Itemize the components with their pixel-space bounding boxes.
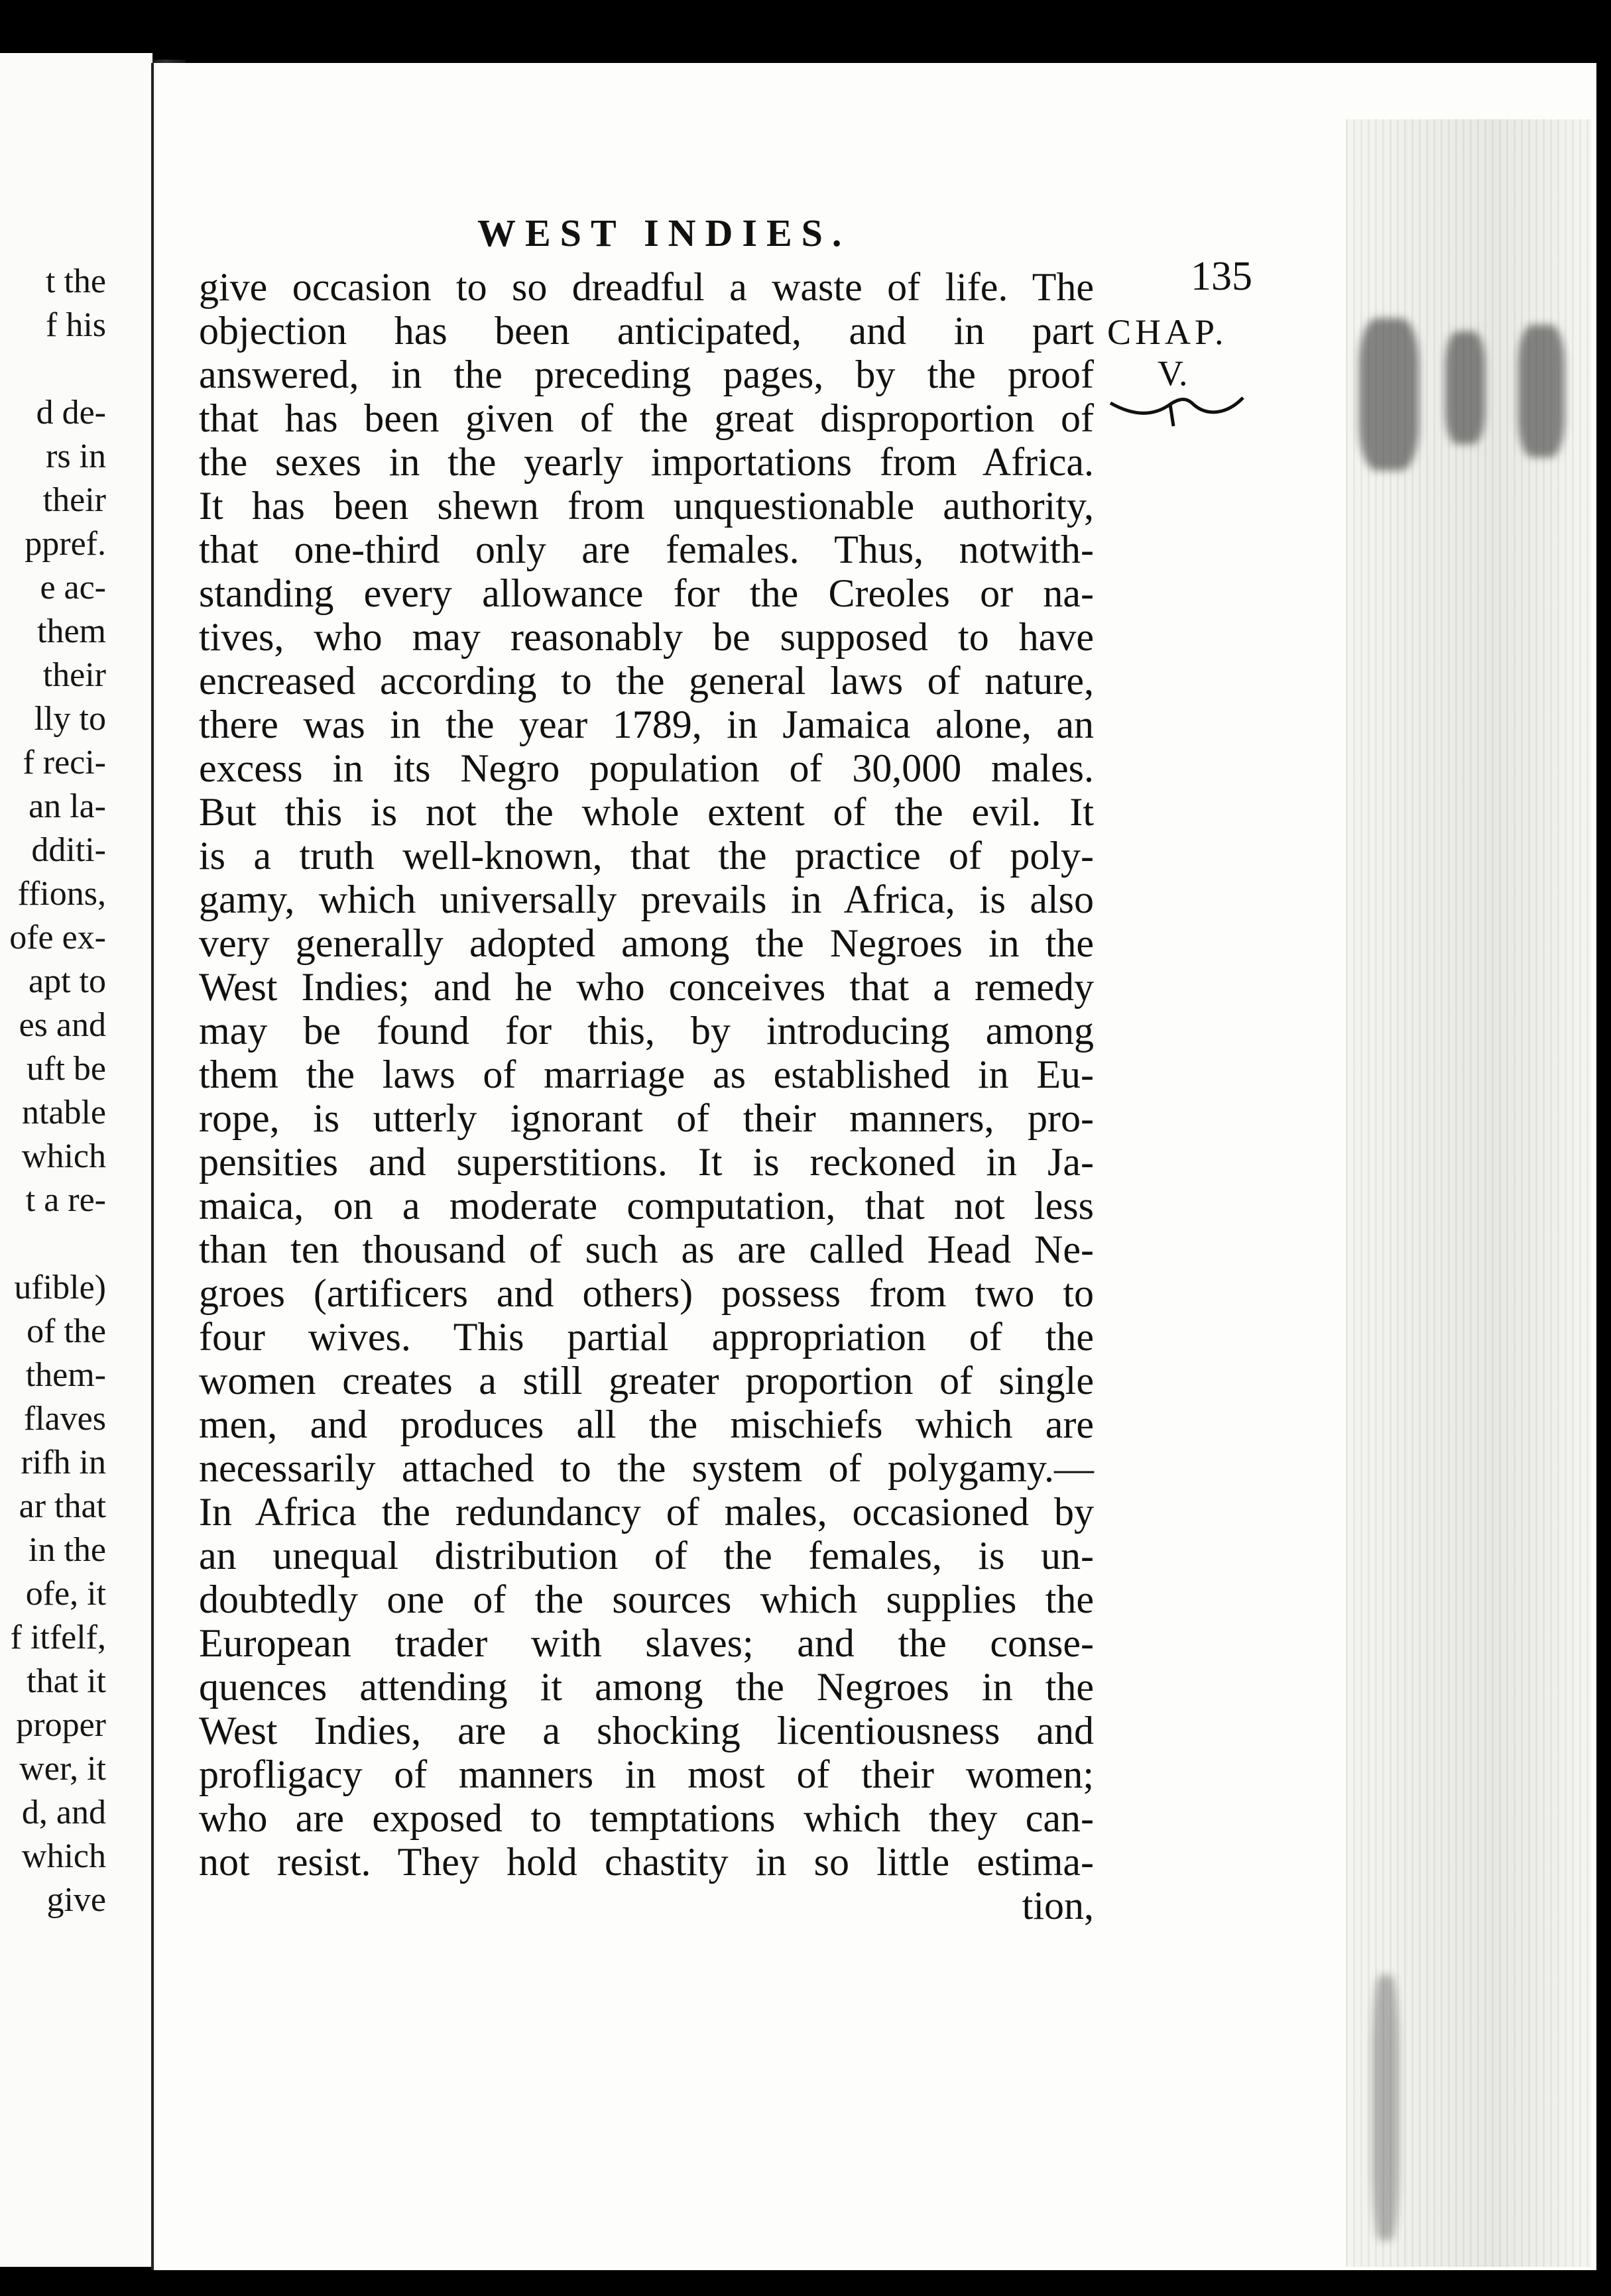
left-page-line: which [21, 1137, 106, 1175]
left-page-line: ar that [19, 1487, 106, 1525]
left-page-line: which [21, 1837, 106, 1875]
text-line: is a truth well-known, that the practice of poly- [199, 834, 1094, 878]
left-page-line: t a re- [25, 1181, 106, 1219]
text-line: answered, in the preceding pages, by the proof [199, 353, 1094, 396]
left-page-line: them [37, 612, 106, 650]
left-page-line: t the [46, 262, 106, 300]
left-page-line: wer, it [19, 1750, 106, 1788]
left-page-line: lly to [34, 700, 106, 738]
text-line: tion, [1022, 1884, 1094, 1927]
left-page-line: in the [29, 1531, 106, 1569]
text-line: four wives. This partial appropriation of the [199, 1315, 1094, 1359]
left-page-line: d, and [21, 1794, 106, 1831]
text-line: standing every allowance for the Creoles or na- [199, 571, 1094, 615]
left-page-line: them- [25, 1356, 106, 1394]
left-page-line: f his [46, 306, 106, 344]
text-line: necessarily attached to the system of polygamy.— [199, 1446, 1094, 1490]
text-line: West Indies, are a shocking licentiousness and [199, 1709, 1094, 1752]
text-line: them the laws of marriage as established in Eu- [199, 1053, 1094, 1096]
text-line: objection has been anticipated, and in part [199, 309, 1094, 353]
text-line: may be found for this, by introducing among [199, 1009, 1094, 1053]
text-line: than ten thousand of such as are called Head Ne- [199, 1228, 1094, 1271]
chapter-number: V. [1158, 353, 1188, 393]
text-line: European trader with slaves; and the conse- [199, 1621, 1094, 1665]
text-line: excess in its Negro population of 30,000 males. [199, 746, 1094, 790]
left-page-line: ofe, it [25, 1575, 106, 1613]
left-page-line: rifh in [21, 1444, 106, 1481]
text-line: that one-third only are females. Thus, notwith- [199, 528, 1094, 571]
page-edge-stack [1346, 119, 1591, 2267]
text-line: very generally adopted among the Negroes in the [199, 921, 1094, 965]
left-page-line: ffions, [17, 875, 106, 913]
left-page-line: that it [27, 1662, 106, 1700]
text-line: groes (artificers and others) possess from two to [199, 1271, 1094, 1315]
chapter-flourish-icon [1107, 390, 1246, 430]
text-line: West Indies; and he who conceives that a remedy [199, 965, 1094, 1009]
text-line: doubtedly one of the sources which supplies the [199, 1578, 1094, 1621]
page-number: 135 [1191, 254, 1252, 299]
left-page-line: e ac- [40, 569, 106, 606]
text-line: an unequal distribution of the females, is un- [199, 1534, 1094, 1578]
text-line: there was in the year 1789, in Jamaica alone, an [199, 703, 1094, 746]
left-page-line: d de- [36, 394, 106, 431]
left-page-line: rs in [46, 437, 106, 475]
text-line: pensities and superstitions. It is reckoned in Ja- [199, 1140, 1094, 1184]
running-header: WEST INDIES. [477, 211, 851, 255]
text-line: give occasion to so dreadful a waste of life. The [199, 265, 1094, 309]
left-page-line: give [46, 1881, 106, 1919]
left-page-line: their [42, 656, 106, 694]
left-page-line: apt to [29, 962, 106, 1000]
text-line: In Africa the redundancy of males, occasioned by [199, 1490, 1094, 1534]
left-facing-page [0, 53, 152, 2267]
left-page-line: es and [19, 1006, 106, 1044]
text-line: quences attending it among the Negroes in the [199, 1665, 1094, 1709]
left-page-line: f itfelf, [10, 1619, 106, 1656]
left-page-line: ufible) [14, 1269, 106, 1306]
text-line: It has been shewn from unquestionable authority, [199, 484, 1094, 528]
chapter-label: CHAP. [1107, 312, 1228, 352]
text-line: maica, on a moderate computation, that not less [199, 1184, 1094, 1228]
left-page-line: an la- [29, 787, 106, 825]
left-page-line: dditi- [31, 831, 106, 869]
text-line: not resist. They hold chastity in so little estima- [199, 1840, 1094, 1884]
left-page-line: uft be [27, 1050, 106, 1088]
text-line: profligacy of manners in most of their women; [199, 1752, 1094, 1796]
left-page-line: f reci- [23, 744, 106, 781]
left-page-line: of the [27, 1312, 106, 1350]
left-page-line: ntable [21, 1094, 106, 1131]
text-line: that has been given of the great disproportion of [199, 396, 1094, 440]
text-line: the sexes in the yearly importations from Africa. [199, 440, 1094, 484]
left-page-line: their [42, 481, 106, 519]
left-page-line: proper [16, 1706, 106, 1744]
text-line: women creates a still greater proportion of single [199, 1359, 1094, 1403]
left-page-line: ofe ex- [9, 919, 106, 956]
left-page-line: ppref. [25, 525, 106, 563]
text-line: men, and produces all the mischiefs which are [199, 1403, 1094, 1446]
text-line: But this is not the whole extent of the evil. It [199, 790, 1094, 834]
left-page-line: flaves [23, 1400, 106, 1438]
text-line: rope, is utterly ignorant of their manners, pro- [199, 1096, 1094, 1140]
text-line: who are exposed to temptations which they can- [199, 1796, 1094, 1840]
text-line: gamy, which universally prevails in Africa, is also [199, 878, 1094, 921]
text-line: tives, who may reasonably be supposed to have [199, 615, 1094, 659]
text-line: encreased according to the general laws of nature, [199, 659, 1094, 703]
